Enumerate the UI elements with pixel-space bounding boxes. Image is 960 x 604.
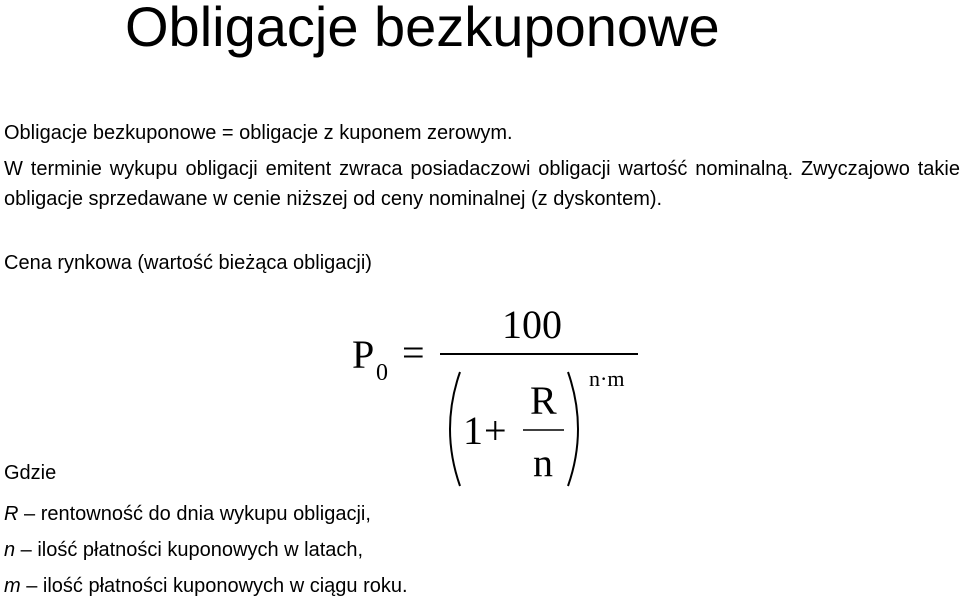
formula-one: 1 — [463, 408, 483, 453]
legend-symbol: m — [4, 575, 21, 597]
variable-legend — [4, 496, 408, 604]
formula-rate-symbol: R — [530, 378, 557, 423]
formula-left-paren — [450, 372, 460, 486]
formula-equals: = — [402, 330, 425, 375]
legend-heading: Gdzie — [4, 462, 57, 484]
legend-symbol: R — [4, 503, 19, 525]
legend-symbol: n — [4, 539, 16, 561]
body-paragraph: W terminie wykupu obligacji emitent zwraca posiadaczowi obligacji wartość nominalną. Zwyczajowo takie obligacje sprzedawane w cenie niższej od ceny nominalnej (z dyskontem). — [4, 158, 960, 210]
formula-periods-symbol: n — [533, 440, 553, 485]
legend-description: – ilość płatności kuponowych w latach, — [15, 539, 364, 561]
legend-item-r — [4, 496, 408, 532]
formula-right-paren — [568, 372, 578, 486]
formula-exponent: n·m — [589, 366, 625, 391]
legend-item-n — [4, 532, 408, 568]
present-value-formula — [330, 296, 650, 496]
formula-numerator: 100 — [502, 302, 562, 347]
legend-description: – rentowność do dnia wykupu obligacji, — [18, 503, 371, 525]
market-price-label: Cena rynkowa (wartość bieżąca obligacji) — [4, 252, 372, 274]
legend-description: – ilość płatności kuponowych w ciągu roku. — [20, 575, 408, 597]
legend-item-m — [4, 568, 408, 604]
formula-plus: + — [484, 408, 507, 453]
formula-lhs-subscript: 0 — [376, 360, 388, 386]
formula-lhs-symbol: P — [352, 332, 375, 377]
slide-title: Obligacje bezkuponowe — [125, 0, 720, 58]
definition-text: Obligacje bezkuponowe = obligacje z kuponem zerowym. — [4, 122, 513, 144]
